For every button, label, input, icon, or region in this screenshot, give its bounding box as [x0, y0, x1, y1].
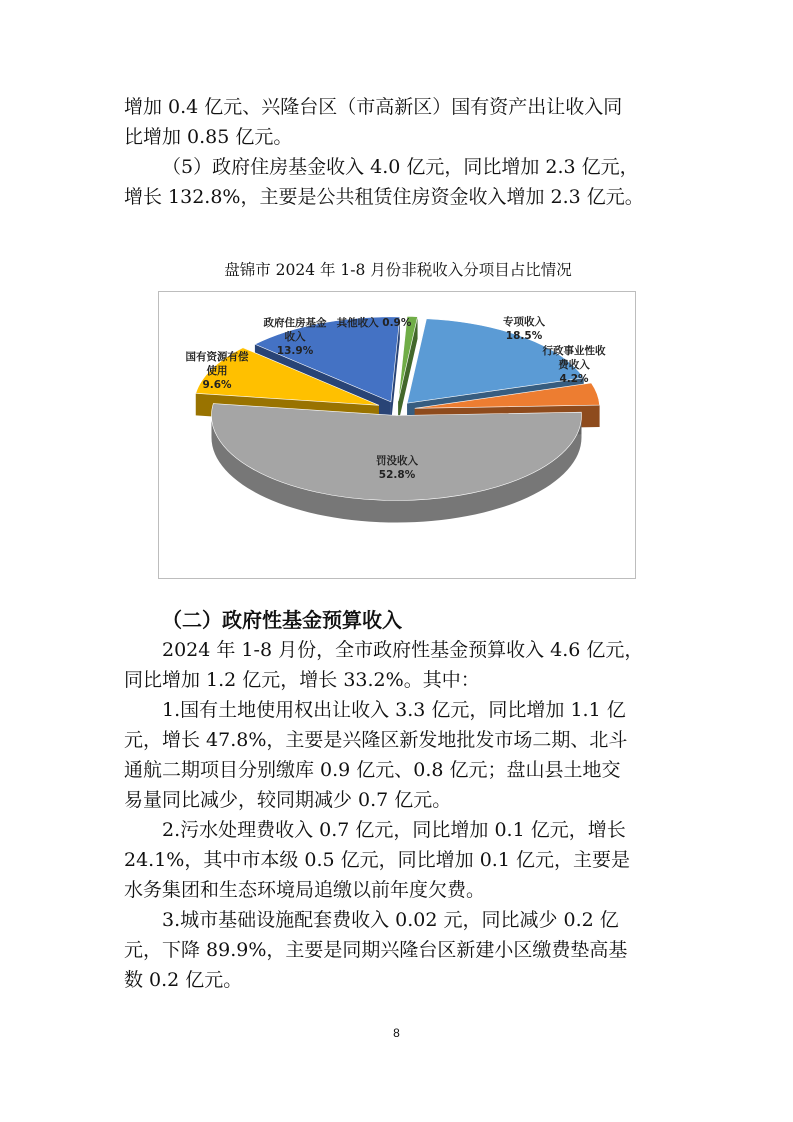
body-paragraph-1 [124, 635, 684, 695]
text-line: （5）政府住房基金收入 4.0 亿元，同比增加 2.3 亿元， [162, 156, 639, 178]
top-paragraph-2 [124, 152, 684, 212]
text-line: 元，下降 89.9%，主要是同期兴隆台区新建小区缴费垫高基 [124, 939, 628, 961]
chart-title: 盘锦市 2024 年 1-8 月份非税收入分项目占比情况 [224, 261, 572, 279]
pie-value-label: 9.6% [202, 379, 232, 391]
body-paragraph-3 [124, 815, 684, 905]
pie-value-label: 52.8% [378, 469, 416, 481]
pie-chart [159, 292, 635, 578]
text-line: 2.污水处理费收入 0.7 亿元，同比增加 0.1 亿元，增长 [162, 819, 626, 841]
pie-value-label: 18.5% [505, 330, 543, 342]
text-line: 3.城市基础设施配套费收入 0.02 元，同比减少 0.2 亿 [162, 909, 619, 931]
text-line: 比增加 0.85 亿元。 [124, 126, 293, 148]
pie-label: 政府住房基金 [263, 317, 327, 329]
pie-chart-frame [158, 291, 636, 579]
pie-label: 专项收入 [503, 316, 545, 328]
pie-label: 行政事业性收 [542, 345, 606, 357]
text-line: 通航二期项目分别缴库 0.9 亿元、0.8 亿元；盘山县土地交 [124, 759, 621, 781]
text-line: 1.国有土地使用权出让收入 3.3 亿元，同比增加 1.1 亿 [162, 699, 626, 721]
text-line: 水务集团和生态环境局追缴以前年度欠费。 [124, 879, 486, 901]
text-line: 同比增加 1.2 亿元，增长 33.2%。其中： [124, 669, 480, 691]
pie-label: 费收入 [558, 359, 590, 371]
pie-label: 收入 [284, 331, 306, 343]
pie-label: 国有资源有偿 [185, 351, 249, 363]
pie-value-label: 13.9% [276, 345, 314, 357]
text-line: 数 0.2 亿元。 [124, 969, 243, 991]
pie-label: 使用 [206, 365, 228, 377]
body-paragraph-4 [124, 905, 684, 995]
text-line: 元，增长 47.8%，主要是兴隆区新发地批发市场二期、北斗 [124, 729, 628, 751]
text-line: 24.1%，其中市本级 0.5 亿元，同比增加 0.1 亿元，主要是 [124, 849, 630, 871]
body-paragraph-2 [124, 695, 684, 815]
pie-label: 其他收入 0.9% [336, 317, 412, 329]
text-line: 易量同比减少，较同期减少 0.7 亿元。 [124, 789, 452, 811]
text-line: 增加 0.4 亿元、兴隆台区（市高新区）国有资产出让收入同 [124, 96, 623, 118]
page-number: 8 [393, 1026, 400, 1040]
text-line: 增长 132.8%，主要是公共租赁住房资金收入增加 2.3 亿元。 [124, 186, 644, 208]
pie-value-label: 4.2% [559, 373, 589, 385]
top-paragraph-1 [124, 92, 684, 152]
pie-label: 罚没收入 [376, 455, 418, 467]
section-heading: （二）政府性基金预算收入 [162, 608, 402, 632]
text-line: 2024 年 1-8 月份，全市政府性基金预算收入 4.6 亿元， [162, 639, 644, 661]
